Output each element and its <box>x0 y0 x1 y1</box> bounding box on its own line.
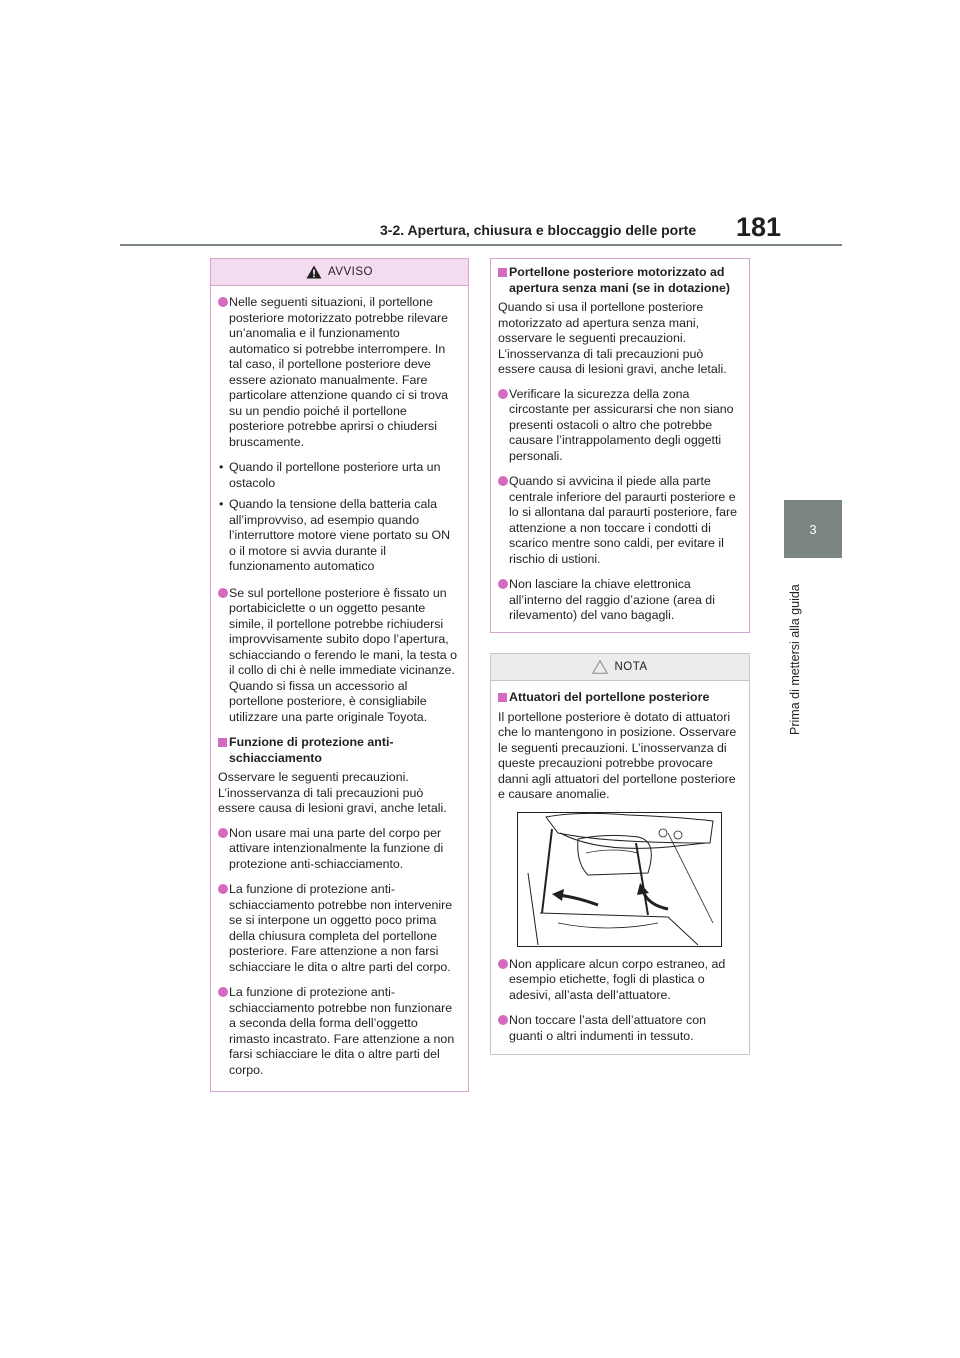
dash-bullet-icon: • <box>219 460 224 474</box>
square-bullet-icon <box>498 268 507 277</box>
dash-bullet-icon: • <box>219 497 224 511</box>
warning-box <box>210 258 469 1092</box>
subsection-title <box>218 735 459 766</box>
bullet-text: Non lasciare la chiave elettronica all’interno del raggio d’azione (area di rilevamento) del vano bagagli. <box>509 577 715 622</box>
bullet-text: Quando il portellone posteriore urta un ostacolo <box>229 460 441 490</box>
bullet-dot-icon <box>218 987 228 997</box>
chapter-tab <box>784 500 842 558</box>
section-title: 3-2. Apertura, chiusura e bloccaggio delle porte <box>380 222 697 238</box>
list-item <box>218 882 459 975</box>
subsection-title-text: Funzione di protezione anti-schiacciamento <box>229 735 394 765</box>
bullet-dot-icon <box>498 389 508 399</box>
handsfree-warning-box <box>490 258 750 633</box>
list-item <box>498 957 740 1004</box>
bullet-text: La funzione di protezione anti-schiacciamento potrebbe non intervenire se si interpone un oggetto poco prima della chiusura completa del portellone posteriore. Fare attenzione a non farsi schiacciare le dita o altre parti del corpo. <box>229 882 453 974</box>
bullet-dot-icon <box>498 959 508 969</box>
bullet-text: Verificare la sicurezza della zona circostante per assicurarsi che non siano presenti ostacoli o altro che potrebbe causare l’intrappolamento degli oggetti personali. <box>509 386 734 463</box>
bullet-text: Nelle seguenti situazioni, il portellone posteriore motorizzato potrebbe rilevare un’anomalia e il funzionamento automatico si potrebbe interrompere. In tal caso, il portellone posteriore deve essere azionato manualmente. Fare particolare attenzione quando ci si trova su un pendio poiché il portellone posteriore potrebbe aprirsi o chiudersi bruscamente. <box>229 295 449 449</box>
list-item <box>218 497 459 575</box>
note-heading: NOTA <box>614 661 648 673</box>
list-item <box>498 1013 740 1044</box>
subsection-title-text: Attuatori del portellone posteriore <box>509 690 710 704</box>
tailgate-illustration-drawing <box>518 813 721 946</box>
bullet-dot-icon <box>218 588 228 598</box>
list-item <box>498 577 740 624</box>
subsection-title <box>498 690 740 706</box>
bullet-dot-icon <box>498 579 508 589</box>
subsection-intro: Il portellone posteriore è dotato di attuatori che lo mantengono in posizione. Osservare le seguenti precauzioni. L’inosservanza di queste precauzioni potrebbe provocare danni agli attuatori del portellone posteriore e causare anomalie. <box>498 709 737 801</box>
note-box <box>490 653 750 1055</box>
list-item <box>218 826 459 873</box>
bullet-text: Quando la tensione della batteria cala all’improvviso, ad esempio quando l’interruttore motore viene portato su ON o il motore si avvia durante il funzionamento automatico <box>229 497 451 573</box>
list-item <box>498 474 740 567</box>
subsection-title <box>498 265 740 296</box>
subsection-title-text: Portellone posteriore motorizzato ad apertura senza mani (se in dotazione) <box>509 265 731 295</box>
warning-triangle-icon <box>306 265 322 279</box>
list-item <box>218 586 459 726</box>
chapter-title: Prima di mettersi alla guida <box>788 584 802 735</box>
list-item <box>498 387 740 465</box>
list-item <box>218 460 459 491</box>
chapter-title-vertical <box>788 565 808 735</box>
header-rule <box>120 244 842 246</box>
bullet-dot-icon <box>218 297 228 307</box>
bullet-text: La funzione di protezione anti-schiacciamento potrebbe non funzionare a seconda della forma dell’oggetto rimasto incastrato. Fare attenzione a non farsi schiacciare le dita o altre parti del corpo. <box>229 985 455 1077</box>
subsection-intro: Quando si usa il portellone posteriore motorizzato ad apertura senza mani, osservare le seguenti precauzioni. L’inosservanza di tali precauzioni può essere causa di lesioni gravi, anche letali. <box>498 300 727 376</box>
caution-triangle-icon <box>592 660 608 674</box>
bullet-text: Non usare mai una parte del corpo per attivare intenzionalmente la funzione di protezione anti-schiacciamento. <box>229 825 444 871</box>
subsection-intro: Osservare le seguenti precauzioni. L’inosservanza di tali precauzioni può essere causa di lesioni gravi, anche letali. <box>218 770 447 815</box>
bullet-text: Se sul portellone posteriore è fissato un portabiciclette o un oggetto pesante simile, il portellone potrebbe richiudersi improvvisamente subito dopo l’apertura, schiacciando o ferendo le mani, la testa o il collo di chi è nelle immediate vicinanze. Quando si fissa un accessorio al portellone posteriore, è consigliabile utilizzare una parte originale Toyota. <box>229 585 457 724</box>
page-number: 181 <box>736 212 782 242</box>
warning-box-header <box>211 259 468 286</box>
bullet-dot-icon <box>498 1015 508 1025</box>
bullet-text: Quando si avvicina il piede alla parte centrale inferiore del paraurti posteriore e lo si allontana dal paraurti posteriore, fare attenzione a non toccare i condotti di scarico mentre sono caldi, per evitare il rischio di ustioni. <box>509 474 737 566</box>
square-bullet-icon <box>498 693 507 702</box>
list-item <box>218 295 459 450</box>
warning-heading: AVVISO <box>328 266 373 278</box>
tailgate-actuators-illustration <box>517 812 722 947</box>
bullet-text: Non toccare l’asta dell’attuatore con guanti o altri indumenti in tessuto. <box>509 1013 706 1043</box>
square-bullet-icon <box>218 738 227 747</box>
note-box-header <box>491 654 749 681</box>
list-item <box>218 985 459 1078</box>
bullet-dot-icon <box>218 884 228 894</box>
bullet-text: Non applicare alcun corpo estraneo, ad esempio etichette, fogli di plastica o adesivi, all’asta dell’attuatore. <box>509 956 726 1002</box>
chapter-number: 3 <box>809 521 817 537</box>
bullet-dot-icon <box>218 828 228 838</box>
bullet-dot-icon <box>498 476 508 486</box>
